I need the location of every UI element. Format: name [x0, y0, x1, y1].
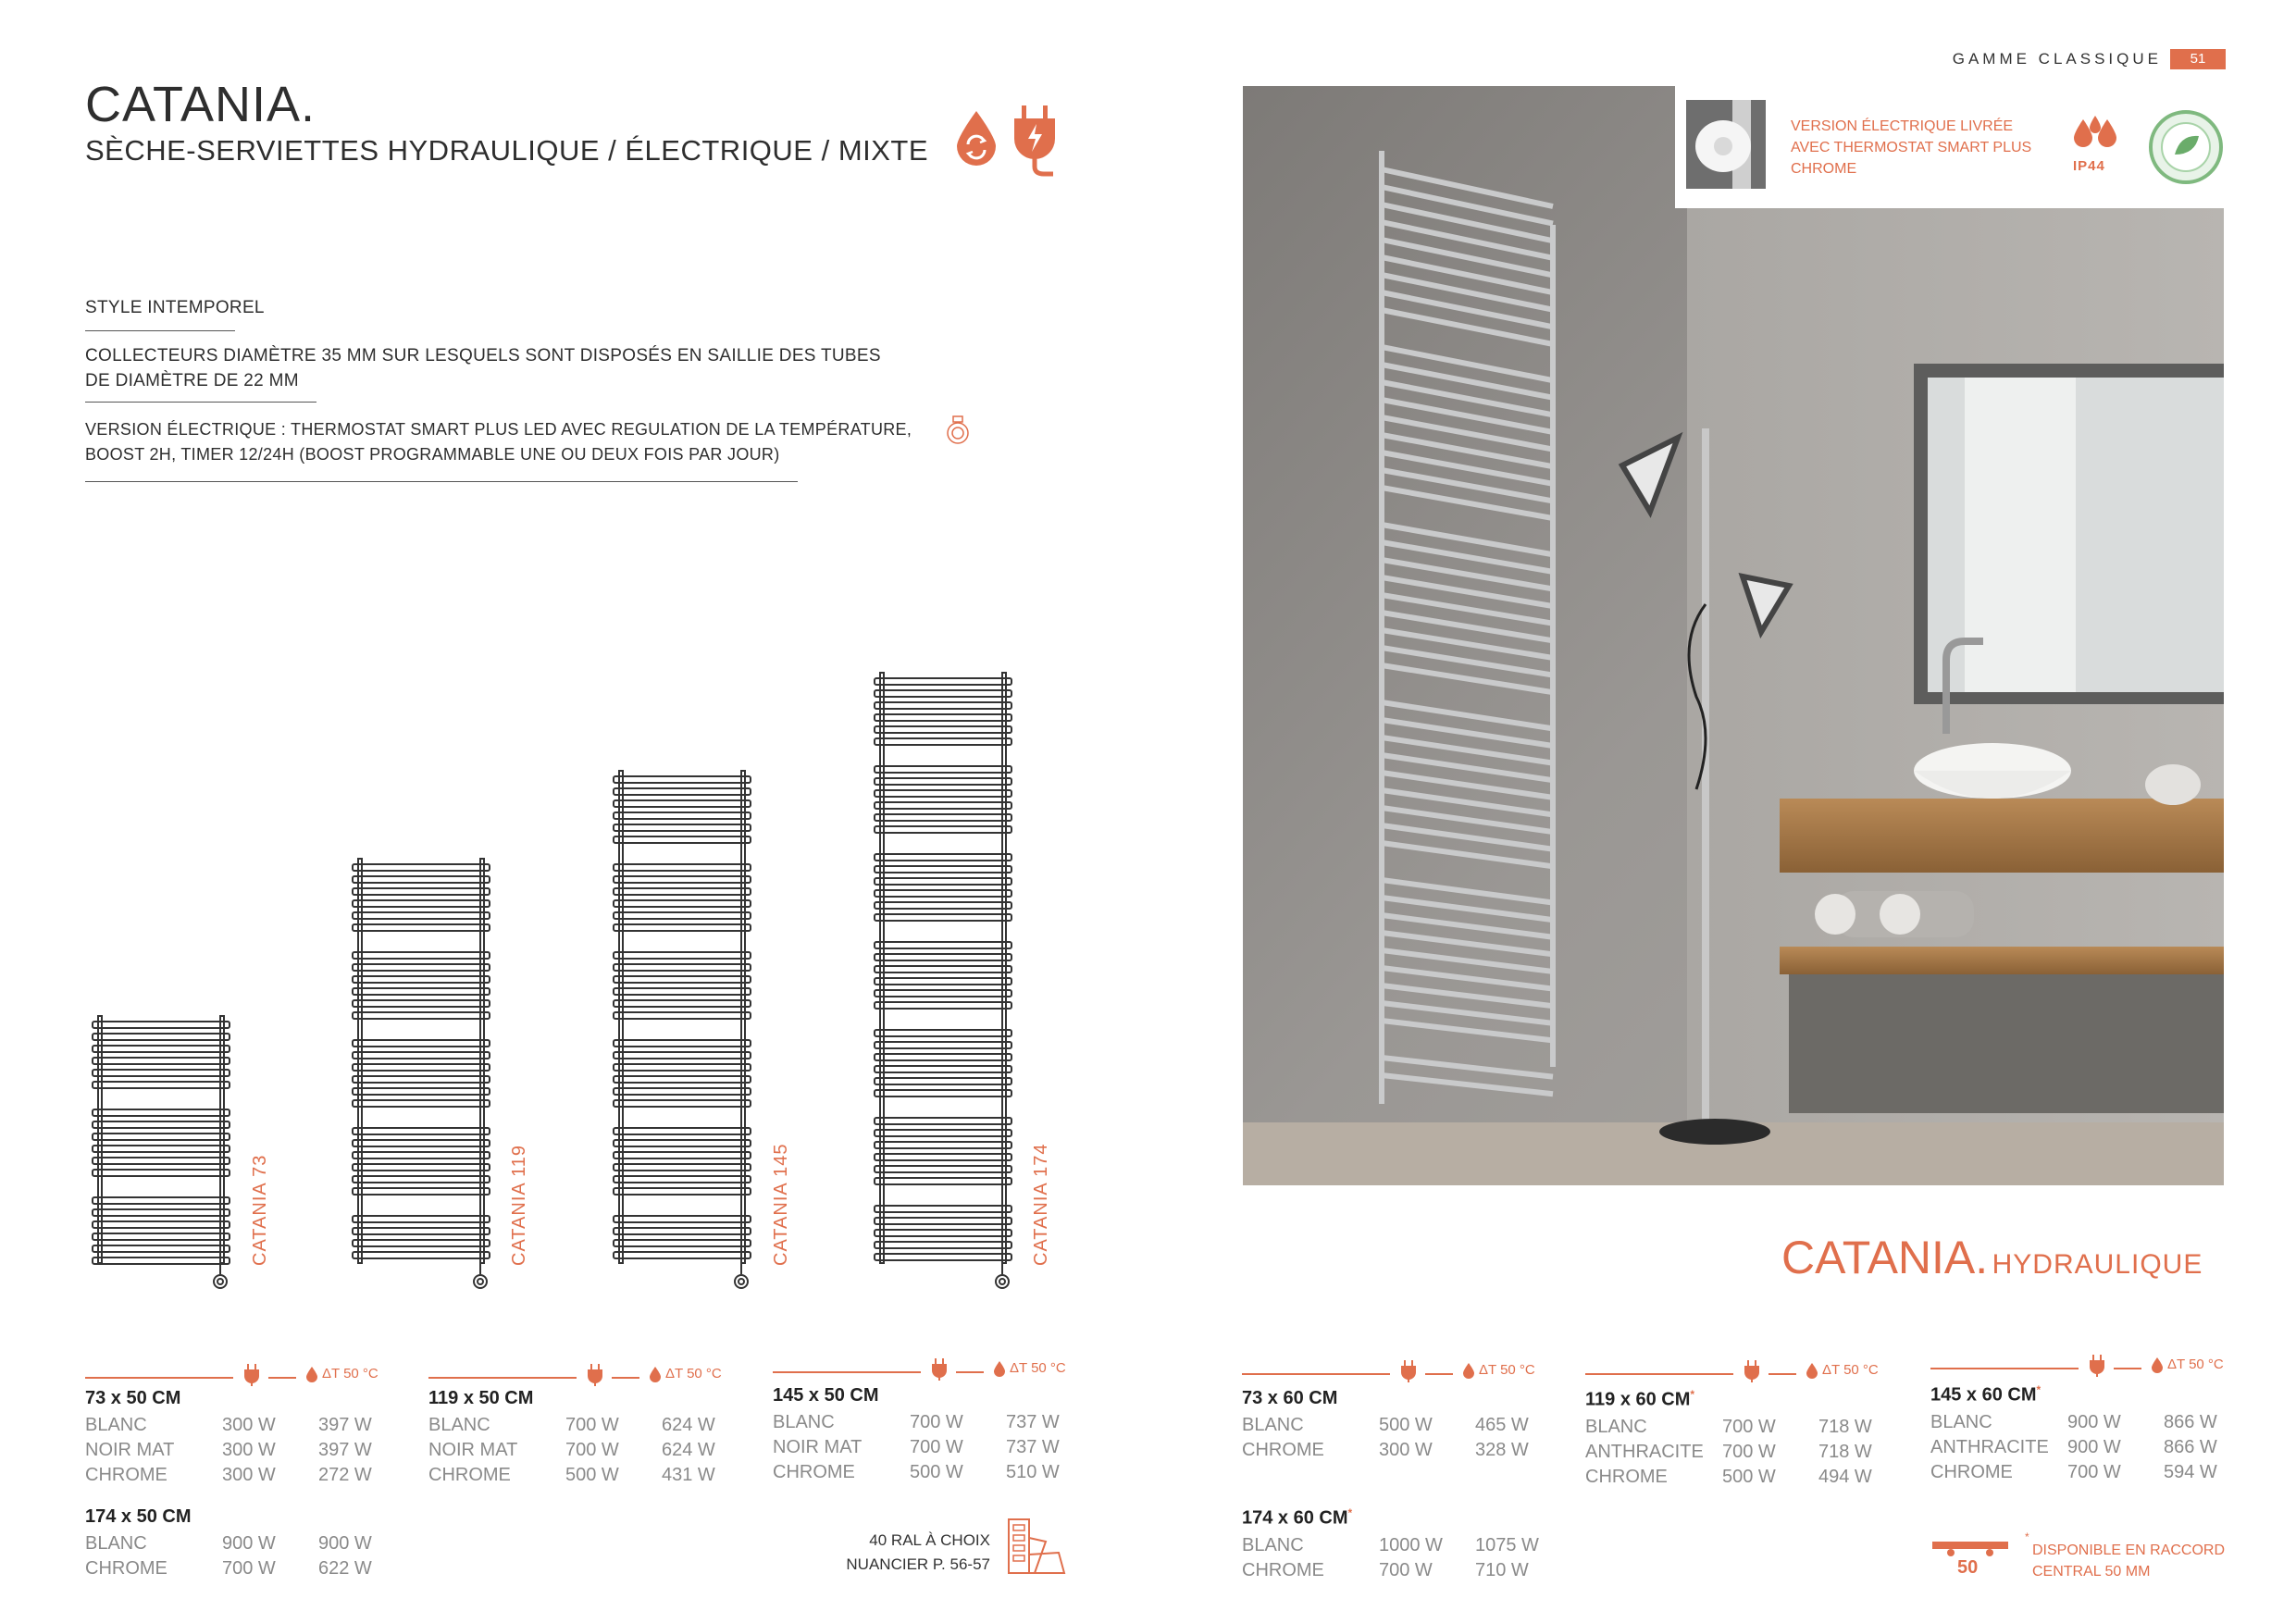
radiator-119-tube	[353, 864, 490, 871]
radiator-73-tube	[93, 1134, 230, 1140]
plug-icon	[930, 1358, 949, 1381]
radiator-145-tube	[614, 1176, 751, 1183]
radiator-174-valve-core	[999, 1279, 1005, 1284]
radiator-73-tube	[93, 1058, 230, 1064]
radiator-145-tube	[614, 976, 751, 983]
radiator-119-tube	[353, 988, 490, 995]
radiator-174-tube	[875, 690, 1011, 697]
radiator-119-tube	[353, 1240, 490, 1246]
radiator-145-tube	[614, 1252, 751, 1258]
ral-line1: 40 RAL À CHOIX	[869, 1531, 990, 1549]
radiator-174-tube	[875, 1118, 1011, 1124]
radiator-119-tube	[353, 1228, 490, 1234]
radiator-73-tube	[93, 1245, 230, 1252]
footnote-text	[2032, 1540, 2225, 1582]
footnote-value: 50	[1957, 1557, 1979, 1578]
electric-version-info	[1675, 86, 2230, 208]
table-row: NOIR MAT 300 W 397 W	[85, 1440, 372, 1460]
radiator-drawings	[56, 648, 1074, 1305]
table-row: CHROME 300 W 272 W	[85, 1465, 372, 1485]
thermostat-photo	[1686, 100, 1766, 189]
thermostat-icon	[945, 415, 971, 447]
radiator-174-tube	[875, 1002, 1011, 1009]
radiator-174-tube	[875, 1230, 1011, 1236]
radiator-119-tube	[353, 1176, 490, 1183]
radiator-145-tube	[614, 912, 751, 919]
delta-t-label: ΔT 50 °C	[2167, 1357, 2224, 1372]
radiator-119-tube	[353, 1040, 490, 1047]
radiator-73-tube	[93, 1070, 230, 1076]
radiator-119-tube	[353, 1152, 490, 1158]
radiator-145-tube	[614, 1040, 751, 1047]
caption-name: CATANIA.	[1781, 1232, 1989, 1283]
radiator-145-tube	[614, 924, 751, 931]
table-row: BLANC 700 W 737 W	[773, 1412, 1060, 1432]
product-subtitle: SÈCHE-SERVIETTES HYDRAULIQUE / ÉLECTRIQUE / MIXTE	[85, 134, 929, 167]
table-header-3	[1242, 1358, 1547, 1386]
table-row: BLANC 900 W 866 W	[1930, 1411, 2217, 1432]
radiator-174-tube	[875, 914, 1011, 921]
footnote-line1: DISPONIBLE EN RACCORD	[2032, 1542, 2226, 1558]
spec-table-174x50	[85, 1506, 402, 1581]
radiator-174-tube	[875, 714, 1011, 721]
table-row: CHROME 700 W 710 W	[1242, 1559, 1529, 1580]
radiator-119-tube	[353, 1140, 490, 1146]
size-label: 174 x 60 CM*	[1242, 1506, 1353, 1529]
radiator-119-tube	[353, 1216, 490, 1222]
table-row: BLANC 500 W 465 W	[1242, 1415, 1529, 1435]
radiator-73-tube	[93, 1109, 230, 1116]
radiator-145-tube	[614, 876, 751, 883]
divider	[85, 330, 235, 331]
radiator-145-valve-core	[738, 1279, 744, 1284]
spec-table-119x50	[428, 1388, 745, 1488]
table-header-5	[1930, 1353, 2236, 1381]
photo-caption	[1781, 1231, 2203, 1284]
radiator-145-tube	[614, 776, 751, 783]
radiator-145-tube	[614, 1164, 751, 1171]
delta-t-label: ΔT 50 °C	[322, 1366, 379, 1381]
feature-collectors	[85, 343, 881, 393]
radiator-73-tube	[93, 1233, 230, 1240]
radiator-119-tube	[353, 1064, 490, 1071]
radiator-119-tube	[353, 1252, 490, 1258]
radiator-73-valve	[214, 1275, 227, 1288]
spec-table-145x60	[1930, 1383, 2247, 1485]
radiator-174-tube	[875, 1054, 1011, 1060]
drop-icon	[1806, 1362, 1818, 1379]
radiator-174-tube	[875, 1178, 1011, 1184]
ral-line2: NUANCIER P. 56-57	[846, 1555, 990, 1573]
delta-t-label: ΔT 50 °C	[1822, 1362, 1879, 1378]
radiator-145-tube	[614, 824, 751, 831]
delta-t-label: ΔT 50 °C	[1010, 1360, 1066, 1376]
radiator-73-valve-core	[217, 1279, 223, 1284]
section-header: GAMME CLASSIQUE	[1952, 50, 2162, 68]
table-row: CHROME 700 W 594 W	[1930, 1461, 2217, 1482]
radiator-119-tube	[353, 1164, 490, 1171]
radiator-174-tube	[875, 702, 1011, 709]
header-rule-short	[956, 1371, 984, 1373]
header-rule	[428, 1377, 577, 1379]
radiator-174-tube	[875, 826, 1011, 833]
ral-note	[814, 1529, 990, 1577]
table-header-4	[1585, 1358, 1891, 1386]
radiator-174-tube	[875, 966, 1011, 973]
electric-plug-icon	[1009, 104, 1061, 178]
radiator-119-valve	[474, 1275, 487, 1288]
radiator-145-tube	[614, 952, 751, 959]
size-label: 119 x 50 CM	[428, 1388, 534, 1408]
radiator-145-tube	[614, 1076, 751, 1083]
product-title: CATANIA.	[85, 77, 316, 132]
plug-icon	[242, 1364, 261, 1386]
radiator-119-tube	[353, 1100, 490, 1107]
header-rule	[1585, 1373, 1733, 1375]
radiator-174-tube	[875, 1206, 1011, 1212]
radiator-145-tube	[614, 1088, 751, 1095]
radiator-145-tube	[614, 1064, 751, 1071]
radiator-119-tube	[353, 1188, 490, 1195]
header-rule	[85, 1377, 233, 1379]
radiator-145-tube	[614, 836, 751, 843]
drop-icon	[305, 1366, 318, 1382]
table-row: CHROME 500 W 431 W	[428, 1465, 715, 1485]
radiator-145-tube	[614, 1012, 751, 1019]
radiator-119-valve-core	[478, 1279, 483, 1284]
radiator-119-tube	[353, 1000, 490, 1007]
radiator-119-tube	[353, 976, 490, 983]
header-rule	[1242, 1373, 1390, 1375]
size-label: 73 x 50 CM	[85, 1388, 181, 1408]
radiator-174-tube	[875, 942, 1011, 948]
drop-icon	[2151, 1357, 2164, 1373]
radiator-145-tube	[614, 1000, 751, 1007]
radiator-174-tube	[875, 1066, 1011, 1072]
delta-t-label: ΔT 50 °C	[665, 1366, 722, 1381]
feature-collectors-line2: DE DIAMÈTRE DE 22 MM	[85, 371, 299, 390]
radiator-174-tube	[875, 854, 1011, 861]
radiator-145-valve	[735, 1275, 748, 1288]
radiator-174-tube	[875, 814, 1011, 821]
table-header-2	[773, 1357, 1078, 1384]
radiator-73-tube	[93, 1022, 230, 1028]
radiator-73-tube	[93, 1082, 230, 1088]
radiator-174-tube	[875, 1218, 1011, 1224]
radiator-119-tube	[353, 876, 490, 883]
radiator-174-tube	[875, 902, 1011, 909]
footnote-line2: CENTRAL 50 MM	[2032, 1564, 2151, 1580]
size-label: 174 x 50 CM	[85, 1506, 192, 1527]
radiator-174-tube	[875, 866, 1011, 873]
radiator-73-tube	[93, 1046, 230, 1052]
feature-electric-line1: VERSION ÉLECTRIQUE : THERMOSTAT SMART PLUS LED AVEC REGULATION DE LA TEMPÉRATURE,	[85, 420, 912, 439]
info-line1: VERSION ÉLECTRIQUE LIVRÉE	[1791, 118, 2014, 134]
table-header-1	[428, 1362, 734, 1390]
radiator-119-tube	[353, 912, 490, 919]
table-row: BLANC 700 W 718 W	[1585, 1416, 1872, 1437]
header-rule-short	[268, 1377, 296, 1379]
radiator-174-tube	[875, 1130, 1011, 1136]
bathroom-photo	[1243, 86, 2224, 1185]
radiator-145-tube	[614, 1100, 751, 1107]
radiator-145-left-collector	[619, 771, 623, 1263]
radiator-174-tube	[875, 738, 1011, 745]
radiator-174-tube	[875, 978, 1011, 985]
feature-collectors-line1: COLLECTEURS DIAMÈTRE 35 MM SUR LESQUELS SONT DISPOSÉS EN SAILLIE DES TUBES	[85, 346, 881, 365]
info-line2: AVEC THERMOSTAT SMART PLUS	[1791, 140, 2032, 155]
table-row: CHROME 300 W 328 W	[1242, 1440, 1529, 1460]
radiator-73-tube	[93, 1034, 230, 1040]
radiator-145-right-collector	[741, 771, 745, 1263]
radiator-145-tube	[614, 964, 751, 971]
radiator-174-tube	[875, 790, 1011, 797]
radiator-174-tube	[875, 778, 1011, 785]
table-row: ANTHRACITE 900 W 866 W	[1930, 1436, 2217, 1457]
plug-icon	[1743, 1360, 1761, 1382]
radiator-145-tube	[614, 888, 751, 895]
radiator-145-tube	[614, 1152, 751, 1158]
model-label-174: CATANIA 174	[1031, 1143, 1051, 1266]
table-row: BLANC 1000 W 1075 W	[1242, 1534, 1539, 1555]
radiator-119-tube	[353, 924, 490, 931]
drop-icon	[1462, 1362, 1475, 1379]
size-label: 73 x 60 CM	[1242, 1388, 1338, 1408]
radiator-73-tube	[93, 1158, 230, 1164]
header-rule-short	[1769, 1373, 1796, 1375]
table-header-0	[85, 1362, 391, 1390]
hydraulic-drop-icon	[953, 109, 999, 167]
table-row: NOIR MAT 700 W 737 W	[773, 1437, 1060, 1457]
plug-icon	[2088, 1355, 2106, 1377]
radiator-174-tube	[875, 1030, 1011, 1036]
header-rule	[1930, 1368, 2079, 1369]
header-rule-short	[612, 1377, 639, 1379]
table-row: BLANC 300 W 397 W	[85, 1415, 372, 1435]
divider	[85, 481, 798, 482]
radiator-174-tube	[875, 1078, 1011, 1084]
radiator-174-tube	[875, 1166, 1011, 1172]
radiator-174-tube	[875, 678, 1011, 685]
radiator-119-tube	[353, 1076, 490, 1083]
model-label-73: CATANIA 73	[250, 1154, 270, 1266]
radiator-119-tube	[353, 1052, 490, 1059]
radiator-145-tube	[614, 1188, 751, 1195]
radiator-73-tube	[93, 1197, 230, 1204]
eco-badge-icon	[2147, 108, 2225, 186]
table-row: BLANC 900 W 900 W	[85, 1533, 372, 1554]
table-row: CHROME 700 W 622 W	[85, 1558, 372, 1579]
radiator-174-right-collector	[1002, 673, 1006, 1263]
radiator-145-tube	[614, 1052, 751, 1059]
ip44-drops-icon	[2071, 116, 2119, 151]
radiator-174-tube	[875, 990, 1011, 997]
spec-table-73x60	[1242, 1388, 1558, 1463]
table-row: CHROME 500 W 494 W	[1585, 1466, 1872, 1487]
radiator-145-tube	[614, 1140, 751, 1146]
radiator-174-tube	[875, 766, 1011, 773]
header-rule	[773, 1371, 921, 1373]
feature-style: STYLE INTEMPOREL	[85, 298, 265, 317]
electric-version-text	[1791, 116, 2031, 180]
page-number: 51	[2170, 49, 2226, 69]
radiator-119-tube	[353, 888, 490, 895]
radiator-145-tube	[614, 800, 751, 807]
radiator-174-tube	[875, 1142, 1011, 1148]
header-rule-short	[1425, 1373, 1453, 1375]
radiator-119-tube	[353, 1128, 490, 1134]
table-row: NOIR MAT 700 W 624 W	[428, 1440, 715, 1460]
table-row: CHROME 500 W 510 W	[773, 1462, 1060, 1482]
radiator-119-tube	[353, 1012, 490, 1019]
radiator-174-tube	[875, 878, 1011, 885]
radiator-174-tube	[875, 1090, 1011, 1096]
table-row: BLANC 700 W 624 W	[428, 1415, 715, 1435]
radiator-145-tube	[614, 988, 751, 995]
caption-type: HYDRAULIQUE	[1992, 1249, 2203, 1280]
radiator-174-left-collector	[880, 673, 884, 1263]
radiator-119-tube	[353, 952, 490, 959]
center-connection-icon	[1932, 1536, 2008, 1558]
radiator-145-tube	[614, 812, 751, 819]
radiator-145-tube	[614, 1216, 751, 1222]
radiator-174-tube	[875, 1254, 1011, 1260]
radiator-174-tube	[875, 1042, 1011, 1048]
radiator-145-tube	[614, 1240, 751, 1246]
radiator-73-tube	[93, 1258, 230, 1264]
model-label-145: CATANIA 145	[771, 1143, 791, 1266]
size-label: 145 x 60 CM*	[1930, 1383, 2042, 1406]
radiator-174-tube	[875, 954, 1011, 960]
radiator-145-tube	[614, 1228, 751, 1234]
table-row: ANTHRACITE 700 W 718 W	[1585, 1441, 1872, 1462]
radiator-145-tube	[614, 864, 751, 871]
spec-table-145x50	[773, 1385, 1089, 1485]
radiator-73-tube	[93, 1209, 230, 1216]
radiator-174-tube	[875, 726, 1011, 733]
delta-t-label: ΔT 50 °C	[1479, 1362, 1535, 1378]
drop-icon	[649, 1366, 662, 1382]
footnote-mark: *	[2025, 1530, 2029, 1543]
radiator-73-tube	[93, 1170, 230, 1176]
size-label: 145 x 50 CM	[773, 1385, 879, 1406]
color-swatch-icon	[1007, 1518, 1068, 1575]
size-label: 119 x 60 CM*	[1585, 1388, 1695, 1410]
divider	[85, 402, 316, 403]
radiator-73-tube	[93, 1121, 230, 1128]
drop-icon	[993, 1360, 1006, 1377]
radiator-174-tube	[875, 1154, 1011, 1160]
radiator-174-tube	[875, 890, 1011, 897]
radiator-73-tube	[93, 1146, 230, 1152]
model-label-119: CATANIA 119	[509, 1144, 529, 1266]
spec-table-73x50	[85, 1388, 402, 1488]
radiator-174-tube	[875, 1242, 1011, 1248]
radiator-174-valve	[996, 1275, 1009, 1288]
radiator-119-tube	[353, 900, 490, 907]
radiator-119-tube	[353, 964, 490, 971]
feature-electric-line2: BOOST 2H, TIMER 12/24H (BOOST PROGRAMMABLE UNE OU DEUX FOIS PAR JOUR)	[85, 445, 780, 464]
info-line3: CHROME	[1791, 161, 1857, 177]
plug-icon	[586, 1364, 604, 1386]
ip44-label: IP44	[2073, 158, 2105, 174]
radiator-145-tube	[614, 788, 751, 795]
radiator-145-tube	[614, 900, 751, 907]
header-rule-short	[2114, 1368, 2141, 1369]
spec-table-119x60	[1585, 1388, 1902, 1490]
feature-electric	[85, 417, 912, 467]
plug-icon	[1399, 1360, 1418, 1382]
radiator-145-tube	[614, 1128, 751, 1134]
radiator-174-tube	[875, 802, 1011, 809]
radiator-119-tube	[353, 1088, 490, 1095]
spec-table-174x60	[1242, 1506, 1558, 1583]
radiator-73-tube	[93, 1221, 230, 1228]
